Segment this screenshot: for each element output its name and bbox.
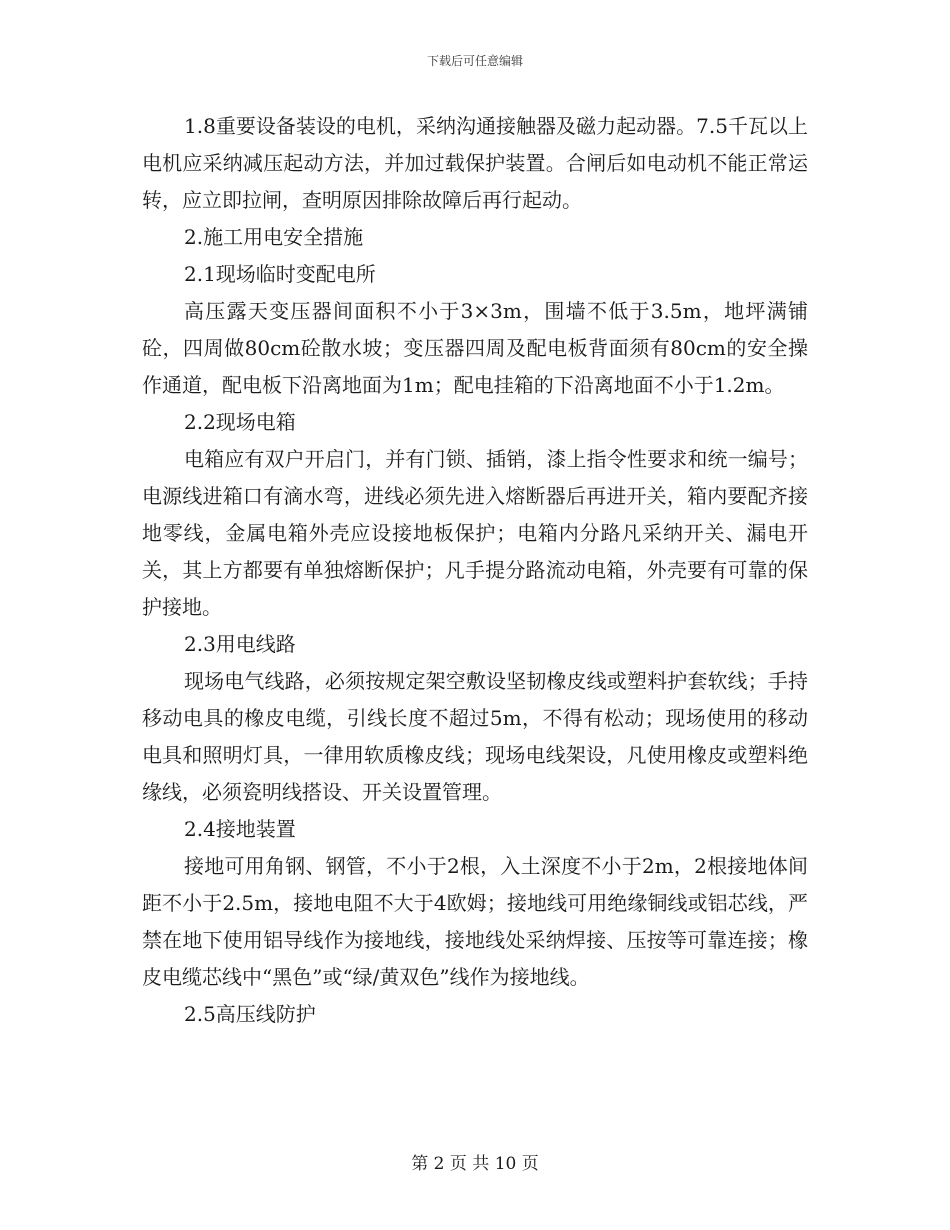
heading-temporary-substation: 2.1现场临时变配电所 <box>184 262 376 286</box>
paragraph-power-lines: 现场电气线路，必须按规定架空敷设坚韧橡皮线或塑料护套软线；手持移动电具的橡皮电缆，引线长度不超过5m，不得有松动；现场使用的移动电具和照明灯具，一律用软质橡皮线；现场电线架设，凡使用橡皮或塑料绝缘线，必须瓷明线搭设、开关设置管理。 <box>142 669 808 804</box>
heading-power-lines: 2.3用电线路 <box>184 632 296 656</box>
heading-grounding-device: 2.4接地装置 <box>184 817 296 841</box>
paragraph-motor-starting: 1.8重要设备装设的电机，采纳沟通接触器及磁力起动器。7.5千瓦以上电机应采纳减压起动方法，并加过载保护装置。合闸后如电动机不能正常运转，应立即拉闸，查明原因排除故障后再行起动。 <box>142 114 808 212</box>
document-body <box>142 108 808 1033</box>
page-number: 第 2 页 共 10 页 <box>411 1154 539 1174</box>
heading-construction-power-safety: 2.施工用电安全措施 <box>184 225 364 249</box>
paragraph-transformer-room: 高压露天变压器间面积不小于3×3m，围墙不低于3.5m，地坪满铺砼，四周做80cm砼散水坡；变压器四周及配电板背面须有80cm的安全操作通道，配电板下沿离地面为1m；配电挂箱的下沿离地面不小于1.2m。 <box>142 299 808 397</box>
paragraph-grounding-device: 接地可用角钢、钢管，不小于2根，入土深度不小于2m，2根接地体间距不小于2.5m，接地电阻不大于4欧姆；接地线可用绝缘铜线或铝芯线，严禁在地下使用铝导线作为接地线，接地线处采纳焊接、压按等可靠连接；橡皮电缆芯线中“黑色”或“绿/黄双色”线作为接地线。 <box>142 854 808 989</box>
heading-site-electric-box: 2.2现场电箱 <box>184 410 296 434</box>
paragraph-electric-box: 电箱应有双户开启门，并有门锁、插销，漆上指令性要求和统一编号；电源线进箱口有滴水弯，进线必须先进入熔断器后再进开关，箱内要配齐接地零线，金属电箱外壳应设接地板保护；电箱内分路凡采纳开关、漏电开关，其上方都要有单独熔断保护；凡手提分路流动电箱，外壳要有可靠的保护接地。 <box>142 447 808 619</box>
heading-high-voltage-protection: 2.5高压线防护 <box>184 1002 316 1026</box>
page-header: 下载后可任意编辑 <box>426 54 523 68</box>
